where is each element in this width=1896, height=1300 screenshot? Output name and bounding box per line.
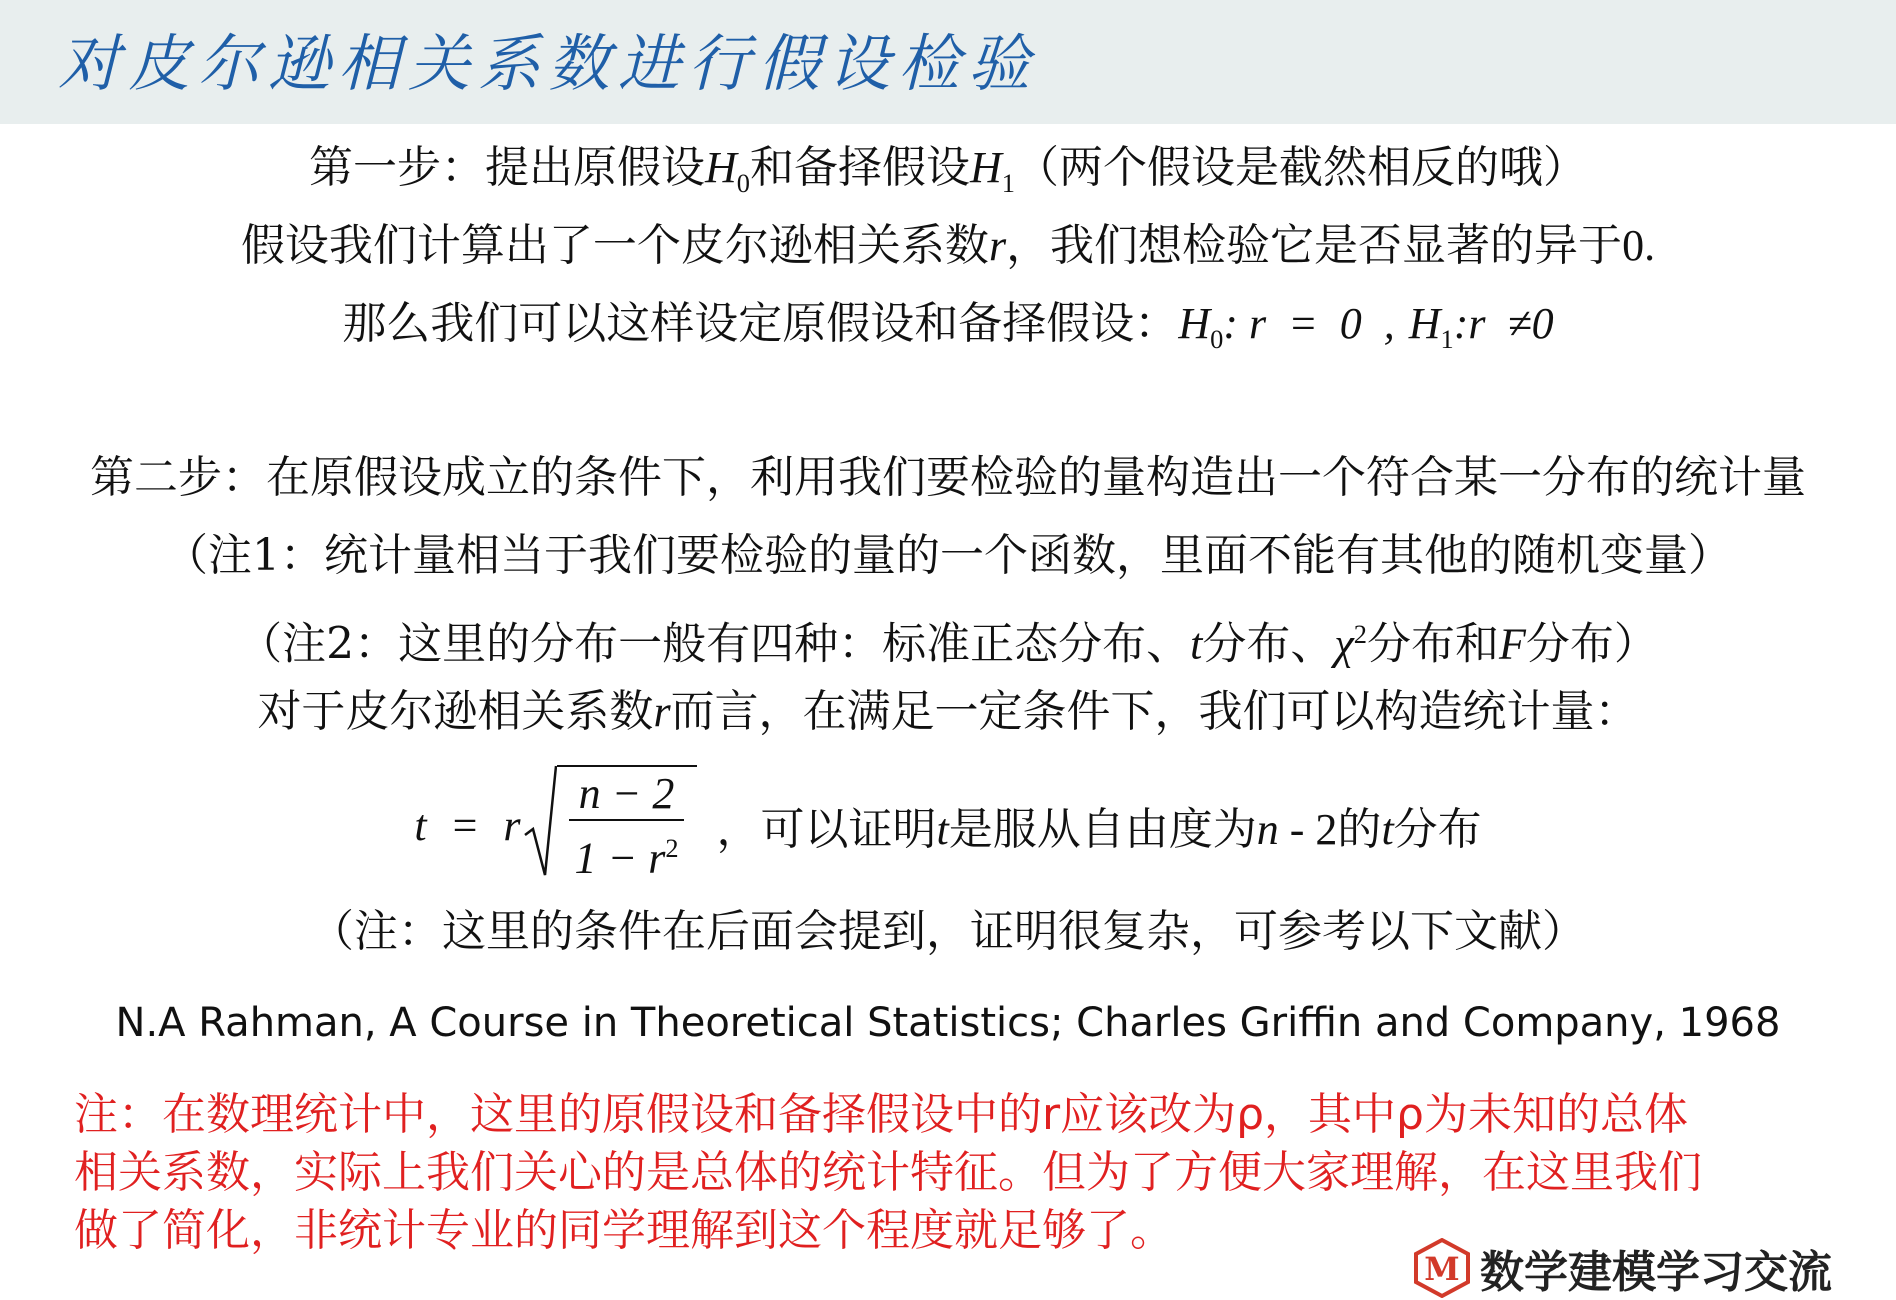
note2-chi: χ: [1334, 619, 1354, 669]
formula-text-t: t: [936, 805, 949, 854]
line3-h0-sub: 0: [1210, 323, 1224, 354]
line2-zero: 0.: [1622, 221, 1656, 270]
formula-text-n: n: [1256, 805, 1279, 854]
square-root: [523, 765, 697, 886]
formula-text-a: ，可以证明: [716, 804, 937, 855]
h1-subscript: 1: [1001, 167, 1015, 198]
note2-text-a: （注2：这里的分布一般有四种：标准正态分布、: [238, 618, 1191, 670]
note2-f: F: [1498, 619, 1526, 669]
note2-text-b: 分布、: [1202, 618, 1335, 670]
statistic-intro-line: [0, 684, 1896, 740]
step1-and: 和备择假设: [750, 142, 970, 193]
svg-text:M: M: [1424, 1250, 1460, 1288]
line3-h1-sub: 1: [1440, 323, 1454, 354]
note2-text-d: 分布）: [1525, 618, 1658, 670]
logo-text: 数学建模学习交流: [1480, 1247, 1832, 1298]
step1-line: [0, 140, 1896, 211]
step2-note2: [0, 606, 1896, 673]
formula-text-t2: t: [1381, 805, 1394, 854]
step1-suffix: （两个假设是截然相反的哦）: [1014, 142, 1587, 193]
line4-text-a: 对于皮尔逊相关系数: [257, 686, 654, 737]
formula-t: t: [414, 800, 427, 850]
line3-h1: H: [1408, 299, 1441, 348]
formula-text-d: 分布: [1393, 804, 1482, 855]
formula-lhs: [414, 765, 716, 886]
formula-r: r: [503, 800, 521, 850]
line3-eq0: : r = 0 ,: [1223, 299, 1395, 348]
hypothesis-setup-line: [0, 296, 1896, 367]
line2-r: r: [988, 221, 1007, 270]
line4-text-b: 而言，在满足一定条件下，我们可以构造统计量：: [670, 686, 1639, 737]
red-note-line: 注：在数理统计中，这里的原假设和备择假设中的r应该改为ρ，其中ρ为未知的总体: [74, 1089, 1688, 1140]
line2-text-b: ，我们想检验它是否显著的异于: [1006, 220, 1623, 271]
slide-title: 对皮尔逊相关系数进行假设检验: [58, 27, 1039, 100]
note3-line: （注：这里的条件在后面会提到，证明很复杂，可参考以下文献）: [310, 906, 1586, 957]
citation-reference: N.A Rahman, A Course in Theoretical Statistics; Charles Griffin and Company, 1968: [115, 1000, 1781, 1046]
step2-note1: （注1：统计量相当于我们要检验的量的一个函数，里面不能有其他的随机变量）: [164, 530, 1732, 581]
hypothesis-intro-line: [0, 218, 1896, 274]
line4-r: r: [653, 687, 671, 736]
radical-sign-icon: [523, 765, 557, 877]
note2-chi-sup: 2: [1353, 619, 1367, 649]
line3-text: 那么我们可以这样设定原假设和备择假设：: [342, 298, 1179, 349]
fraction-numerator: n − 2: [569, 767, 685, 821]
red-note: [74, 1086, 1854, 1260]
watermark-logo: [1412, 1238, 1832, 1298]
note2-t: t: [1190, 619, 1203, 669]
formula-explanation: [717, 793, 1482, 857]
formula-equals: =: [452, 800, 478, 850]
denominator-base: 1 − r: [574, 833, 666, 883]
h1-symbol: H: [970, 143, 1002, 192]
line3-eq1: :r ≠0: [1453, 299, 1554, 348]
step2-line: 第二步：在原假设成立的条件下，利用我们要检验的量构造出一个符合某一分布的统计量: [90, 452, 1806, 503]
fraction: [557, 765, 697, 886]
h0-subscript: 0: [736, 167, 750, 198]
line2-text-a: 假设我们计算出了一个皮尔逊相关系数: [240, 220, 989, 271]
red-note-line: 相关系数，实际上我们关心的是总体的统计特征。但为了方便大家理解，在这里我们: [74, 1147, 1702, 1198]
denominator-sup: 2: [665, 832, 679, 863]
step1-prefix: 第一步：提出原假设: [309, 142, 706, 193]
m-logo-icon: [1412, 1238, 1472, 1298]
line3-h0: H: [1178, 299, 1211, 348]
title-bar: [0, 0, 1896, 124]
t-statistic-formula: [0, 760, 1896, 890]
formula-text-b: 是服从自由度为: [948, 804, 1257, 855]
fraction-denominator: [565, 821, 689, 886]
h0-symbol: H: [705, 143, 737, 192]
note2-text-c: 分布和: [1366, 618, 1499, 670]
red-note-line: 做了简化，非统计专业的同学理解到这个程度就足够了。: [74, 1205, 1174, 1256]
formula-text-c: - 2的: [1278, 805, 1382, 854]
